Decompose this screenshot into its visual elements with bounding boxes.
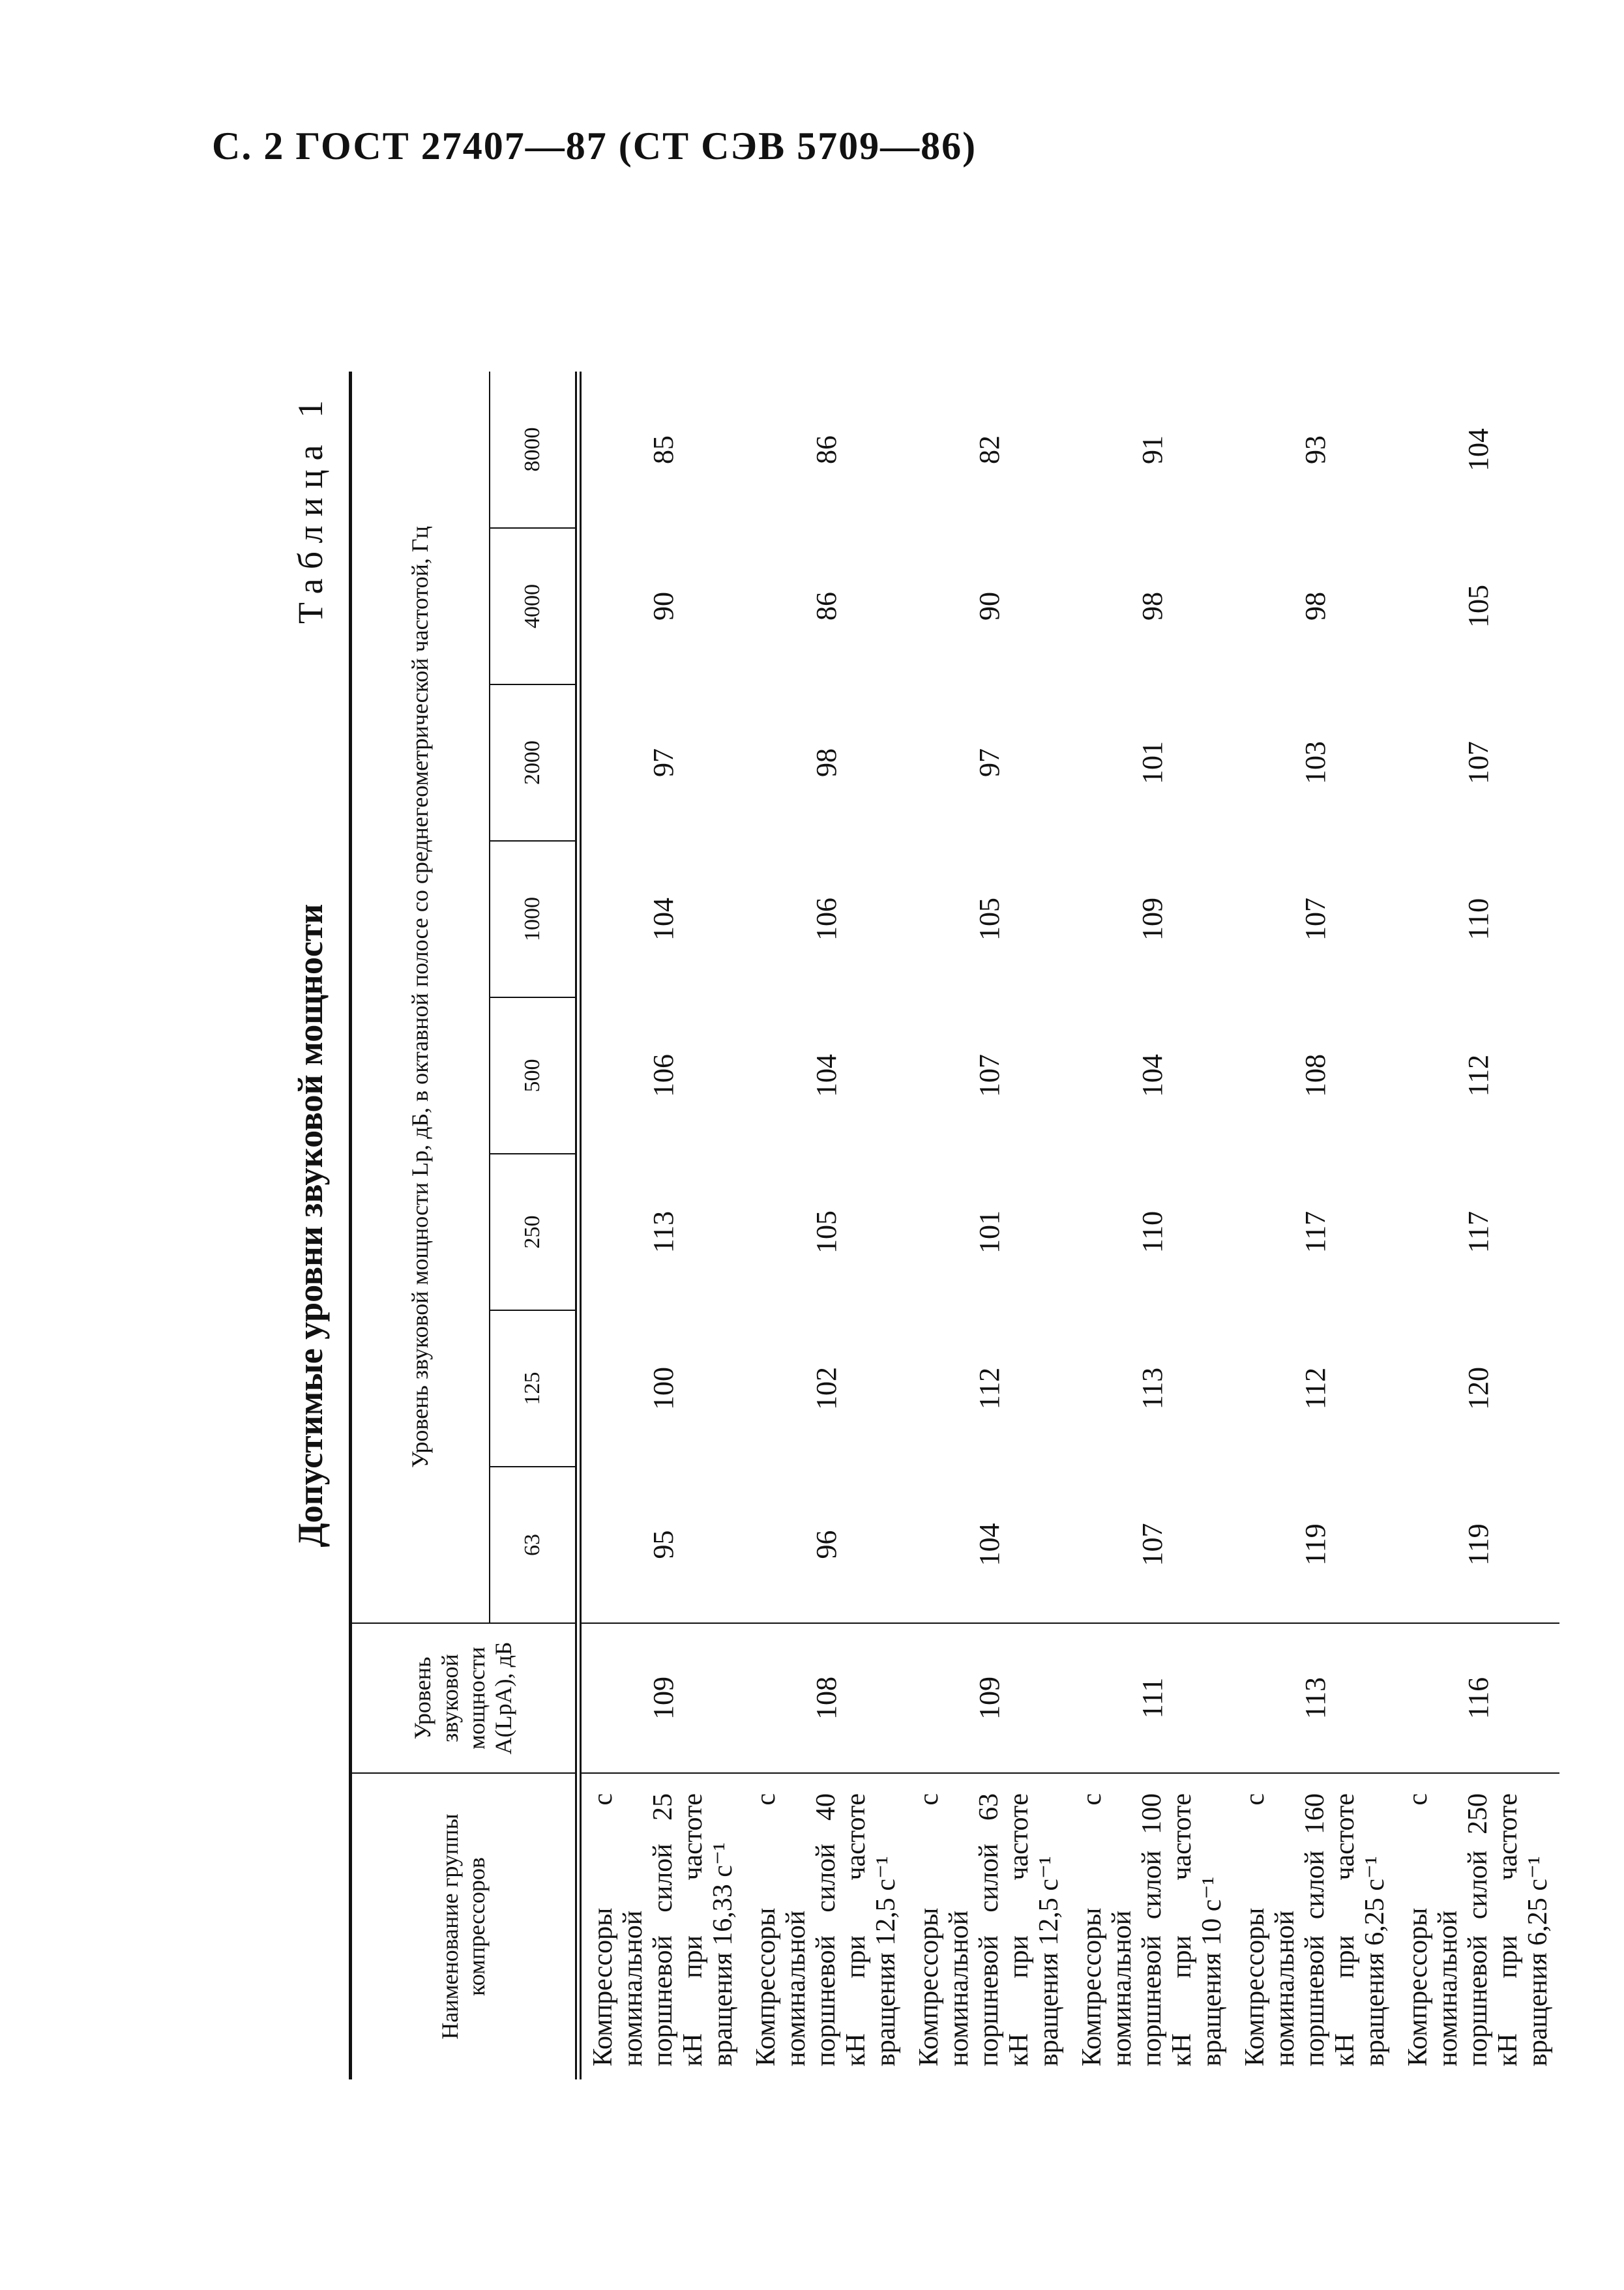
row-overall-level: 109 xyxy=(908,1623,1070,1773)
header-freq-1000: 1000 xyxy=(490,841,578,997)
cell-4000: 90 xyxy=(647,592,679,621)
cell-250: 105 xyxy=(810,1211,842,1254)
cell-4000: 105 xyxy=(1462,585,1494,628)
cell-2000: 98 xyxy=(810,748,842,777)
cell-125: 112 xyxy=(1299,1367,1331,1410)
cell-63: 95 xyxy=(647,1530,679,1559)
cell-125: 102 xyxy=(810,1367,842,1410)
table-label: Таблица 1 xyxy=(291,391,330,624)
cell-8000: 85 xyxy=(647,435,679,464)
cell-125: 113 xyxy=(1136,1367,1168,1410)
header-freq-2000: 2000 xyxy=(490,684,578,841)
cell-500: 107 xyxy=(973,1054,1005,1097)
table-row xyxy=(1233,372,1396,2079)
table-row xyxy=(578,372,745,2079)
header-group-name: Наименование группы компрессоров xyxy=(351,1773,579,2079)
row-name: Компрессоры с номинальной поршневой силой 250 кН при частоте вращения 6,25 с⁻¹ xyxy=(1396,1773,1559,2079)
cell-1000: 106 xyxy=(810,898,842,941)
header-freq-250: 250 xyxy=(490,1154,578,1310)
cell-1000: 109 xyxy=(1136,898,1168,941)
cell-250: 101 xyxy=(973,1211,1005,1254)
cell-2000: 97 xyxy=(973,748,1005,777)
row-name: Компрессоры с номинальной поршневой силой 25 кН при частоте вращения 16,33 с⁻¹ xyxy=(578,1773,745,2079)
cell-8000: 104 xyxy=(1462,428,1494,471)
row-overall-level: 111 xyxy=(1070,1623,1233,1773)
row-overall-level: 108 xyxy=(745,1623,908,1773)
row-name: Компрессоры с номинальной поршневой силой 40 кН при частоте вращения 12,5 с⁻¹ xyxy=(745,1773,908,2079)
header-freq-500: 500 xyxy=(490,997,578,1154)
cell-63: 119 xyxy=(1299,1523,1331,1566)
cell-1000: 105 xyxy=(973,898,1005,941)
header-octave-band-level: Уровень звуковой мощности Lp, дБ, в октавной полосе со среднегеометрической частотой, Гц xyxy=(351,372,490,1623)
header-freq-8000: 8000 xyxy=(490,372,578,528)
cell-4000: 98 xyxy=(1299,592,1331,621)
cell-2000: 97 xyxy=(647,748,679,777)
cell-63: 119 xyxy=(1462,1523,1494,1566)
cell-8000: 91 xyxy=(1136,435,1168,464)
cell-4000: 98 xyxy=(1136,592,1168,621)
sound-power-table xyxy=(349,372,1559,2079)
cell-250: 117 xyxy=(1299,1211,1331,1254)
cell-125: 112 xyxy=(973,1367,1005,1410)
cell-125: 120 xyxy=(1462,1367,1494,1410)
row-name: Компрессоры с номинальной поршневой силой 63 кН при частоте вращения 12,5 с⁻¹ xyxy=(908,1773,1070,2079)
cell-500: 104 xyxy=(810,1054,842,1097)
cell-8000: 93 xyxy=(1299,435,1331,464)
cell-2000: 103 xyxy=(1299,741,1331,784)
row-name: Компрессоры с номинальной поршневой силой 160 кН при частоте вращения 6,25 с⁻¹ xyxy=(1233,1773,1396,2079)
cell-63: 96 xyxy=(810,1530,842,1559)
cell-250: 110 xyxy=(1136,1211,1168,1254)
cell-1000: 107 xyxy=(1299,898,1331,941)
cell-500: 106 xyxy=(647,1054,679,1097)
cell-500: 104 xyxy=(1136,1054,1168,1097)
cell-500: 108 xyxy=(1299,1054,1331,1097)
cell-250: 117 xyxy=(1462,1211,1494,1254)
table-row xyxy=(745,372,908,2079)
cell-63: 104 xyxy=(973,1523,1005,1566)
cell-8000: 86 xyxy=(810,435,842,464)
cell-63: 107 xyxy=(1136,1523,1168,1566)
cell-1000: 110 xyxy=(1462,898,1494,941)
table-row xyxy=(908,372,1070,2079)
page-header: С. 2 ГОСТ 27407—87 (СТ СЭВ 5709—86) xyxy=(212,125,977,168)
table-title: Допустимые уровни звуковой мощности xyxy=(291,903,330,1548)
header-freq-4000: 4000 xyxy=(490,528,578,684)
table-row xyxy=(1396,372,1559,2079)
cell-4000: 90 xyxy=(973,592,1005,621)
table-row xyxy=(1070,372,1233,2079)
row-overall-level: 113 xyxy=(1233,1623,1396,1773)
rotated-table-region xyxy=(290,345,1624,2106)
cell-1000: 104 xyxy=(647,898,679,941)
header-freq-125: 125 xyxy=(490,1310,578,1467)
row-overall-level: 109 xyxy=(578,1623,745,1773)
cell-2000: 107 xyxy=(1462,741,1494,784)
cell-500: 112 xyxy=(1462,1054,1494,1097)
row-overall-level: 116 xyxy=(1396,1623,1559,1773)
cell-125: 100 xyxy=(647,1367,679,1410)
cell-2000: 101 xyxy=(1136,741,1168,784)
cell-4000: 86 xyxy=(810,592,842,621)
cell-250: 113 xyxy=(647,1211,679,1254)
row-name: Компрессоры с номинальной поршневой силой 100 кН при частоте вращения 10 с⁻¹ xyxy=(1070,1773,1233,2079)
header-freq-63: 63 xyxy=(490,1467,578,1623)
header-overall-level: Уровень звуковой мощности A(LpA), дБ xyxy=(351,1623,579,1773)
cell-8000: 82 xyxy=(973,435,1005,464)
